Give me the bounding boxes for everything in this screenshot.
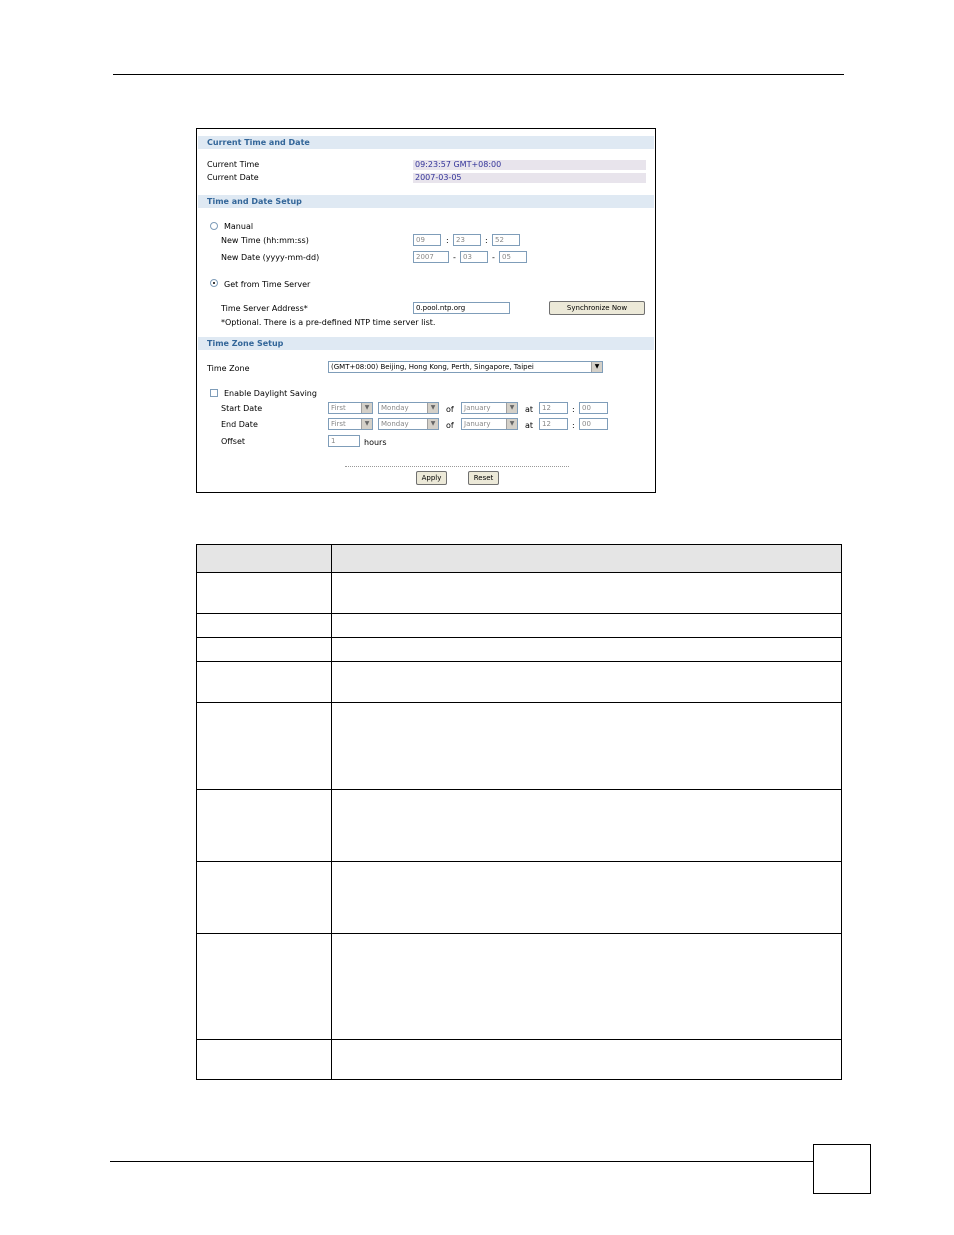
server-address-input[interactable]: 0.pool.ntp.org [413,302,510,314]
new-date-month-input[interactable]: 03 [460,251,488,263]
date-sep-1: - [453,253,456,262]
page-number-box [813,1144,871,1194]
field-description-table [196,544,842,1080]
time-zone-selected-value: (GMT+08:00) Beijing, Hong Kong, Perth, Singapore, Taipei [331,363,534,371]
synchronize-now-button[interactable]: Synchronize Now [549,301,645,315]
end-day-value: Monday [381,420,409,428]
new-date-day-input[interactable]: 05 [499,251,527,263]
hours-label: hours [364,438,387,447]
start-colon: : [572,405,575,414]
section-current-time-date: Current Time and Date [198,136,654,149]
start-week-select[interactable] [328,402,373,414]
end-day-select[interactable] [378,418,439,430]
date-sep-2: - [492,253,495,262]
chevron-down-icon: ▼ [506,403,517,413]
current-time-value: 09:23:57 GMT+08:00 [413,160,646,170]
section-time-zone-setup: Time Zone Setup [198,337,654,350]
table-row [197,790,842,862]
offset-label: Offset [221,437,246,446]
end-week-select[interactable] [328,418,373,430]
start-day-value: Monday [381,404,409,412]
get-from-server-label: Get from Time Server [224,280,311,289]
new-date-label: New Date (yyyy-mm-dd) [221,253,320,262]
manual-label: Manual [224,222,254,231]
new-time-label: New Time (hh:mm:ss) [221,236,309,245]
manual-radio[interactable] [210,222,218,230]
start-week-value: First [331,404,346,412]
daylight-saving-checkbox[interactable] [210,389,218,397]
table-row [197,703,842,790]
end-hour-input[interactable]: 12 [539,418,568,430]
table-row [197,862,842,934]
end-minute-input[interactable]: 00 [579,418,608,430]
server-address-label: Time Server Address* [221,304,308,313]
end-month-value: January [464,420,491,428]
daylight-saving-label: Enable Daylight Saving [224,389,317,398]
new-time-minute-input[interactable]: 23 [453,234,481,246]
optional-note: *Optional. There is a pre-defined NTP time server list. [221,318,436,327]
chevron-down-icon: ▼ [427,419,438,429]
table-row [197,1040,842,1080]
apply-button[interactable]: Apply [416,471,447,485]
end-colon: : [572,421,575,430]
time-setting-screen [196,128,656,493]
time-zone-select[interactable] [328,361,603,373]
time-sep-2: : [485,236,488,245]
end-at-label: at [525,421,534,430]
current-time-label: Current Time [207,160,260,169]
table-row [197,573,842,614]
chevron-down-icon: ▼ [361,419,372,429]
table-header-cell [197,545,332,573]
time-sep-1: : [446,236,449,245]
table-row [197,638,842,662]
current-date-value: 2007-03-05 [413,173,646,183]
end-date-label: End Date [221,420,258,429]
end-of-label: of [446,421,454,430]
start-month-select[interactable] [461,402,518,414]
footer-rule [110,1161,813,1162]
chevron-down-icon: ▼ [361,403,372,413]
table-row [197,934,842,1040]
section-time-date-setup: Time and Date Setup [198,195,654,208]
table-row [197,614,842,638]
time-zone-label: Time Zone [207,364,250,373]
start-date-label: Start Date [221,404,263,413]
end-month-select[interactable] [461,418,518,430]
start-minute-input[interactable]: 00 [579,402,608,414]
header-rule [113,74,844,75]
start-day-select[interactable] [378,402,439,414]
new-time-second-input[interactable]: 52 [492,234,520,246]
start-hour-input[interactable]: 12 [539,402,568,414]
table-header-cell [332,545,842,573]
end-week-value: First [331,420,346,428]
chevron-down-icon: ▼ [591,362,602,372]
divider [345,466,569,467]
start-month-value: January [464,404,491,412]
new-date-year-input[interactable]: 2007 [413,251,449,263]
chevron-down-icon: ▼ [506,419,517,429]
chevron-down-icon: ▼ [427,403,438,413]
current-date-label: Current Date [207,173,259,182]
start-of-label: of [446,405,454,414]
time-server-radio[interactable] [210,279,218,287]
new-time-hour-input[interactable]: 09 [413,234,441,246]
offset-input[interactable]: 1 [328,435,360,447]
start-at-label: at [525,405,534,414]
table-header-row [197,545,842,573]
reset-button[interactable]: Reset [468,471,499,485]
table-row [197,662,842,703]
